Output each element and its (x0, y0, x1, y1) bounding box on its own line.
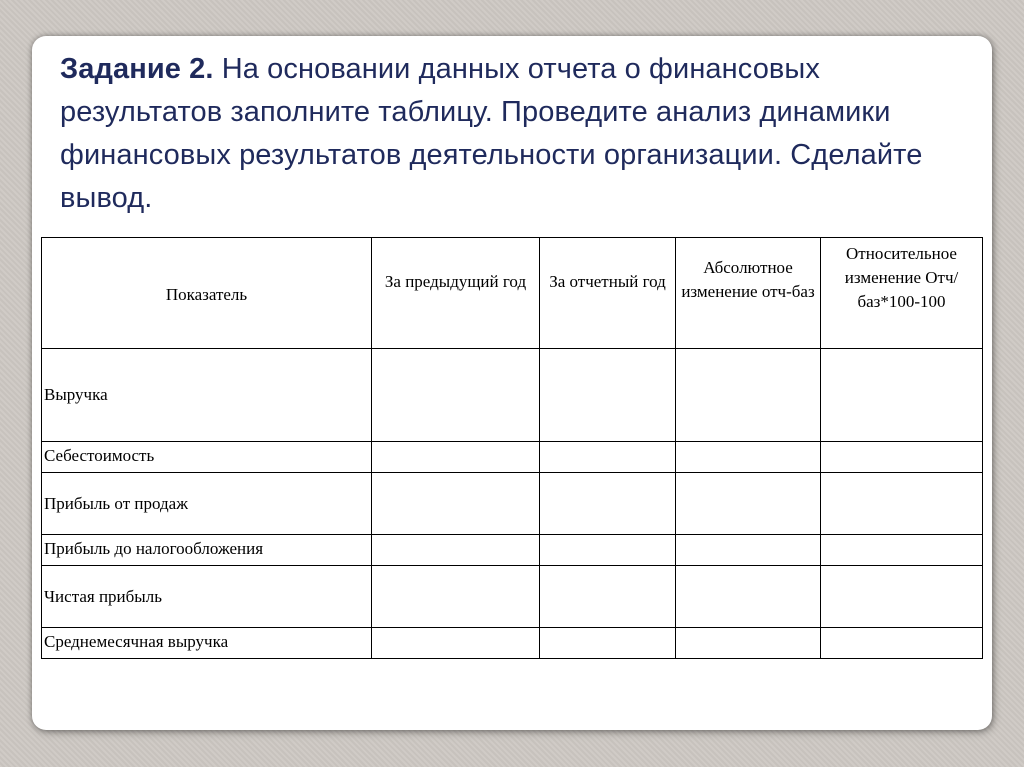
cell-net-profit-rel[interactable] (821, 566, 983, 628)
cell-sales-profit-rel[interactable] (821, 473, 983, 535)
cell-avg-revenue-rel[interactable] (821, 628, 983, 659)
row-label-cost: Себестоимость (42, 442, 372, 473)
header-current-year: За отчетный год (540, 238, 676, 349)
table-row (42, 473, 983, 535)
row-label-revenue: Выручка (42, 349, 372, 442)
analysis-table (41, 237, 983, 659)
cell-net-profit-current[interactable] (540, 566, 676, 628)
cell-revenue-prev[interactable] (372, 349, 540, 442)
cell-cost-abs[interactable] (676, 442, 821, 473)
cell-avg-revenue-abs[interactable] (676, 628, 821, 659)
cell-pretax-profit-prev[interactable] (372, 535, 540, 566)
header-rel-change: Относительное изменение Отч/баз*100-100 (821, 238, 983, 349)
cell-sales-profit-abs[interactable] (676, 473, 821, 535)
cell-avg-revenue-prev[interactable] (372, 628, 540, 659)
cell-net-profit-abs[interactable] (676, 566, 821, 628)
header-indicator: Показатель (42, 238, 372, 349)
table-row (42, 349, 983, 442)
cell-pretax-profit-current[interactable] (540, 535, 676, 566)
cell-cost-current[interactable] (540, 442, 676, 473)
table-row (42, 566, 983, 628)
task-text: На основании данных отчета о финансовых результатов заполните таблицу. Проведите анализ динамики финансовых результатов деятельности организации. Сделайте вывод. (60, 53, 923, 214)
cell-net-profit-prev[interactable] (372, 566, 540, 628)
cell-avg-revenue-current[interactable] (540, 628, 676, 659)
table-header-row (42, 238, 983, 349)
header-prev-year: За предыдущий год (372, 238, 540, 349)
table-row (42, 442, 983, 473)
cell-sales-profit-current[interactable] (540, 473, 676, 535)
cell-pretax-profit-abs[interactable] (676, 535, 821, 566)
cell-pretax-profit-rel[interactable] (821, 535, 983, 566)
cell-revenue-abs[interactable] (676, 349, 821, 442)
cell-revenue-rel[interactable] (821, 349, 983, 442)
cell-revenue-current[interactable] (540, 349, 676, 442)
table-row (42, 535, 983, 566)
row-label-pretax-profit: Прибыль до налогообложения (42, 535, 372, 566)
cell-sales-profit-prev[interactable] (372, 473, 540, 535)
cell-cost-rel[interactable] (821, 442, 983, 473)
table-row (42, 628, 983, 659)
task-heading (60, 48, 980, 220)
task-title: Задание 2. (60, 53, 214, 85)
header-abs-change: Абсолютное изменение отч-баз (676, 238, 821, 349)
row-label-net-profit: Чистая прибыль (42, 566, 372, 628)
row-label-avg-monthly-revenue: Среднемесячная выручка (42, 628, 372, 659)
cell-cost-prev[interactable] (372, 442, 540, 473)
row-label-sales-profit: Прибыль от продаж (42, 473, 372, 535)
